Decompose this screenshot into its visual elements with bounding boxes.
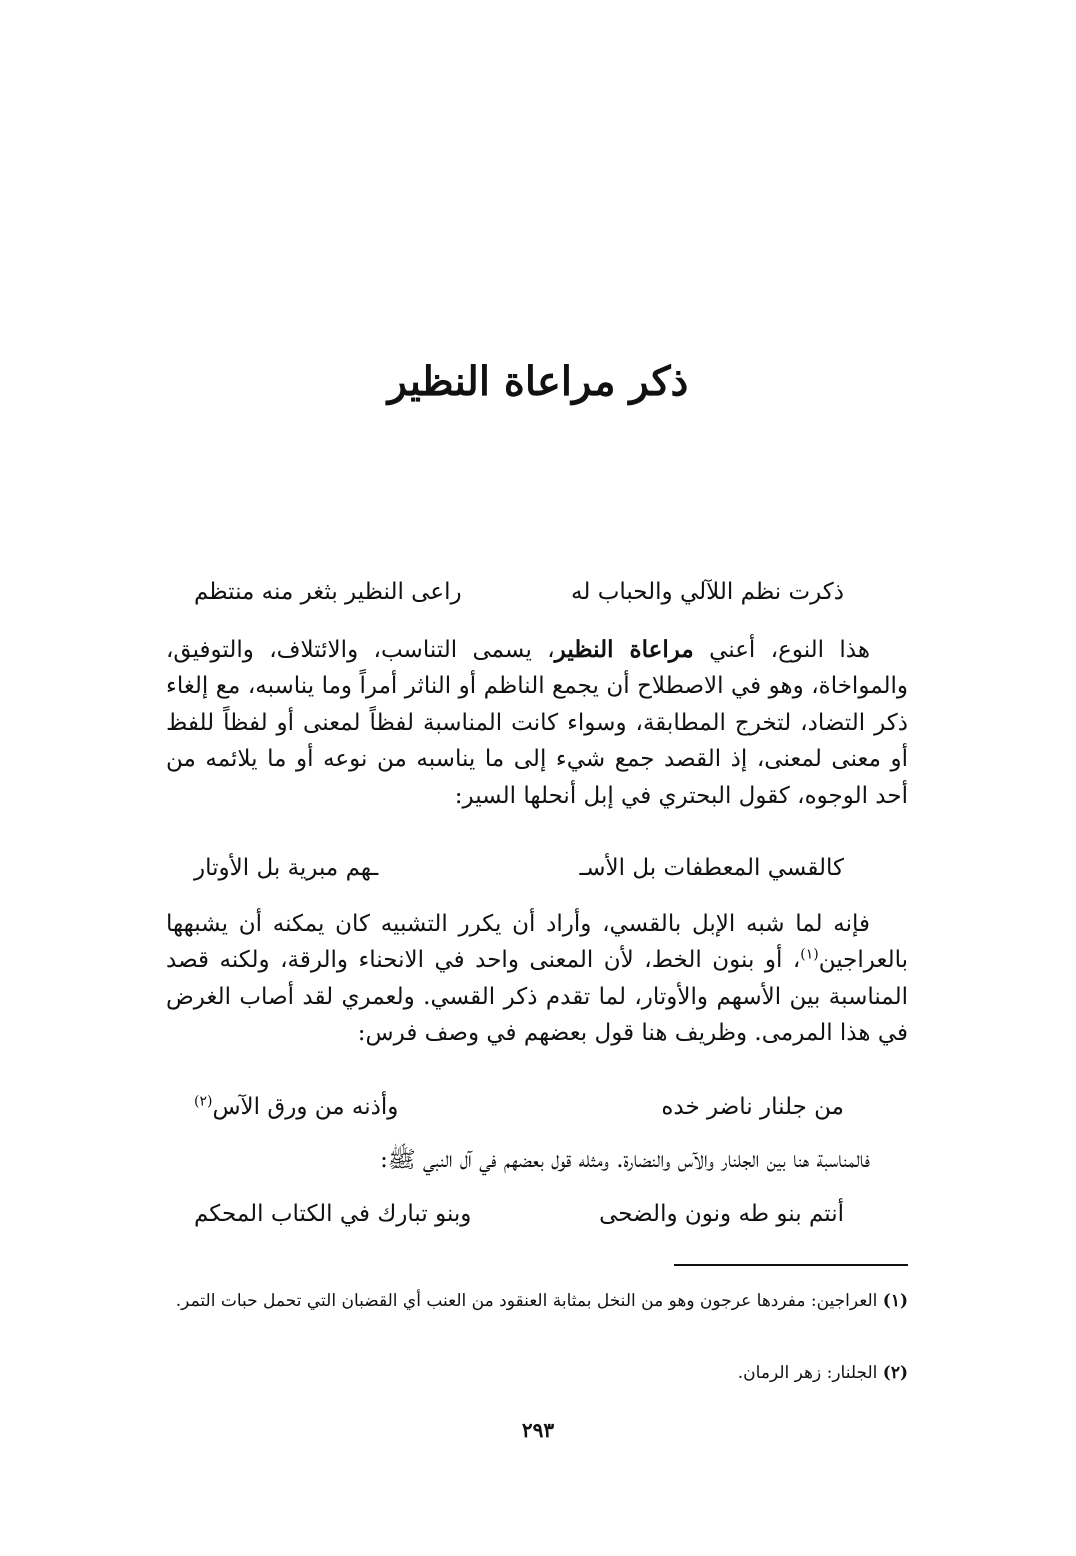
- page-number: ٢٩٣: [521, 1418, 555, 1442]
- verse-line-4: [194, 1194, 844, 1234]
- verse-3-second-text: وأذنه من ورق الآس: [212, 1094, 399, 1120]
- paragraph-1: [166, 632, 908, 814]
- footnote-2: [166, 1358, 908, 1389]
- verse-3-second-hemistich: [194, 1087, 398, 1127]
- paragraph-1-rest: ، يسمى التناسب، والائتلاف، والتوفيق، والمواخاة، وهو في الاصطلاح أن يجمع الناظم أو الناثر أمراً وما يناسبه، مع إلغاء ذكر التضاد، لتخرج المطابقة، وسواء كانت المناسبة لفظاً لمعنى أو لفظاً للفظ أو معنى لمعنى، إذ القصد جمع شيء إلى ما يناسبه من نوعه أو ما يلائمه من أحد الوجوه، كقول البحتري في إبل أنحلها السير:: [166, 637, 908, 809]
- verse-4-first-hemistich: أنتم بنو طه ونون والضحى: [599, 1201, 844, 1227]
- verse-1-first-hemistich: ذكرت نظم اللآلي والحباب له: [571, 579, 844, 605]
- verse-3-first-hemistich: من جلنار ناضر خده: [661, 1094, 844, 1120]
- paragraph-1-lead: هذا النوع، أعني: [693, 637, 870, 663]
- verse-line-1: [194, 572, 844, 612]
- verse-2-second-hemistich: ـهم مبرية بل الأوتار: [194, 855, 379, 881]
- verse-4-second-hemistich: وبنو تبارك في الكتاب المحكم: [194, 1201, 472, 1227]
- footnote-1-number: (١): [882, 1291, 908, 1311]
- verse-line-3: [194, 1087, 844, 1127]
- paragraph-3: [166, 1142, 908, 1178]
- paragraph-2-part-2: ، أو بنون الخط، لأن المعنى واحد في الانحناء والرقة، ولكنه قصد المناسبة بين الأسهم والأوتار، لما تقدم ذكر القسي. ولعمري لقد أصاب الغرض في هذا المرمى. وظريف هنا قول بعضهم في وصف فرس:: [166, 947, 908, 1047]
- paragraph-1-bold-term: مراعاة النظير: [554, 636, 694, 663]
- footnote-2-text: الجلنار: زهر الرمان.: [737, 1363, 878, 1383]
- verse-2-first-hemistich: كالقسي المعطفات بل الأسـ: [579, 855, 844, 881]
- footnote-1: [166, 1286, 908, 1317]
- footnote-ref-1: (١): [800, 946, 819, 963]
- footnote-divider: [674, 1264, 908, 1266]
- chapter-title: ذكر مراعاة النظير: [387, 358, 689, 405]
- verse-1-second-hemistich: راعى النظير بثغر منه منتظم: [194, 579, 462, 605]
- paragraph-3-text: فالمناسبة هنا بين الجلنار والآس والنضارة. ومثله قول بعضهم في آل النبي ﷺ:: [380, 1147, 870, 1173]
- footnote-2-number: (٢): [882, 1363, 908, 1383]
- verse-line-2: [194, 848, 844, 888]
- footnote-ref-2: (٢): [194, 1093, 213, 1110]
- paragraph-2-part-1: فإنه لما شبه الإبل بالقسي، وأراد أن يكرر التشبيه كان يمكنه أن يشبهها بالعراجين: [166, 911, 908, 974]
- footnote-1-text: العراجين: مفردها عرجون وهو من النخل بمثابة العنقود من العنب أي القضبان التي تحمل حبات التمر.: [175, 1291, 878, 1311]
- paragraph-2: [166, 906, 908, 1052]
